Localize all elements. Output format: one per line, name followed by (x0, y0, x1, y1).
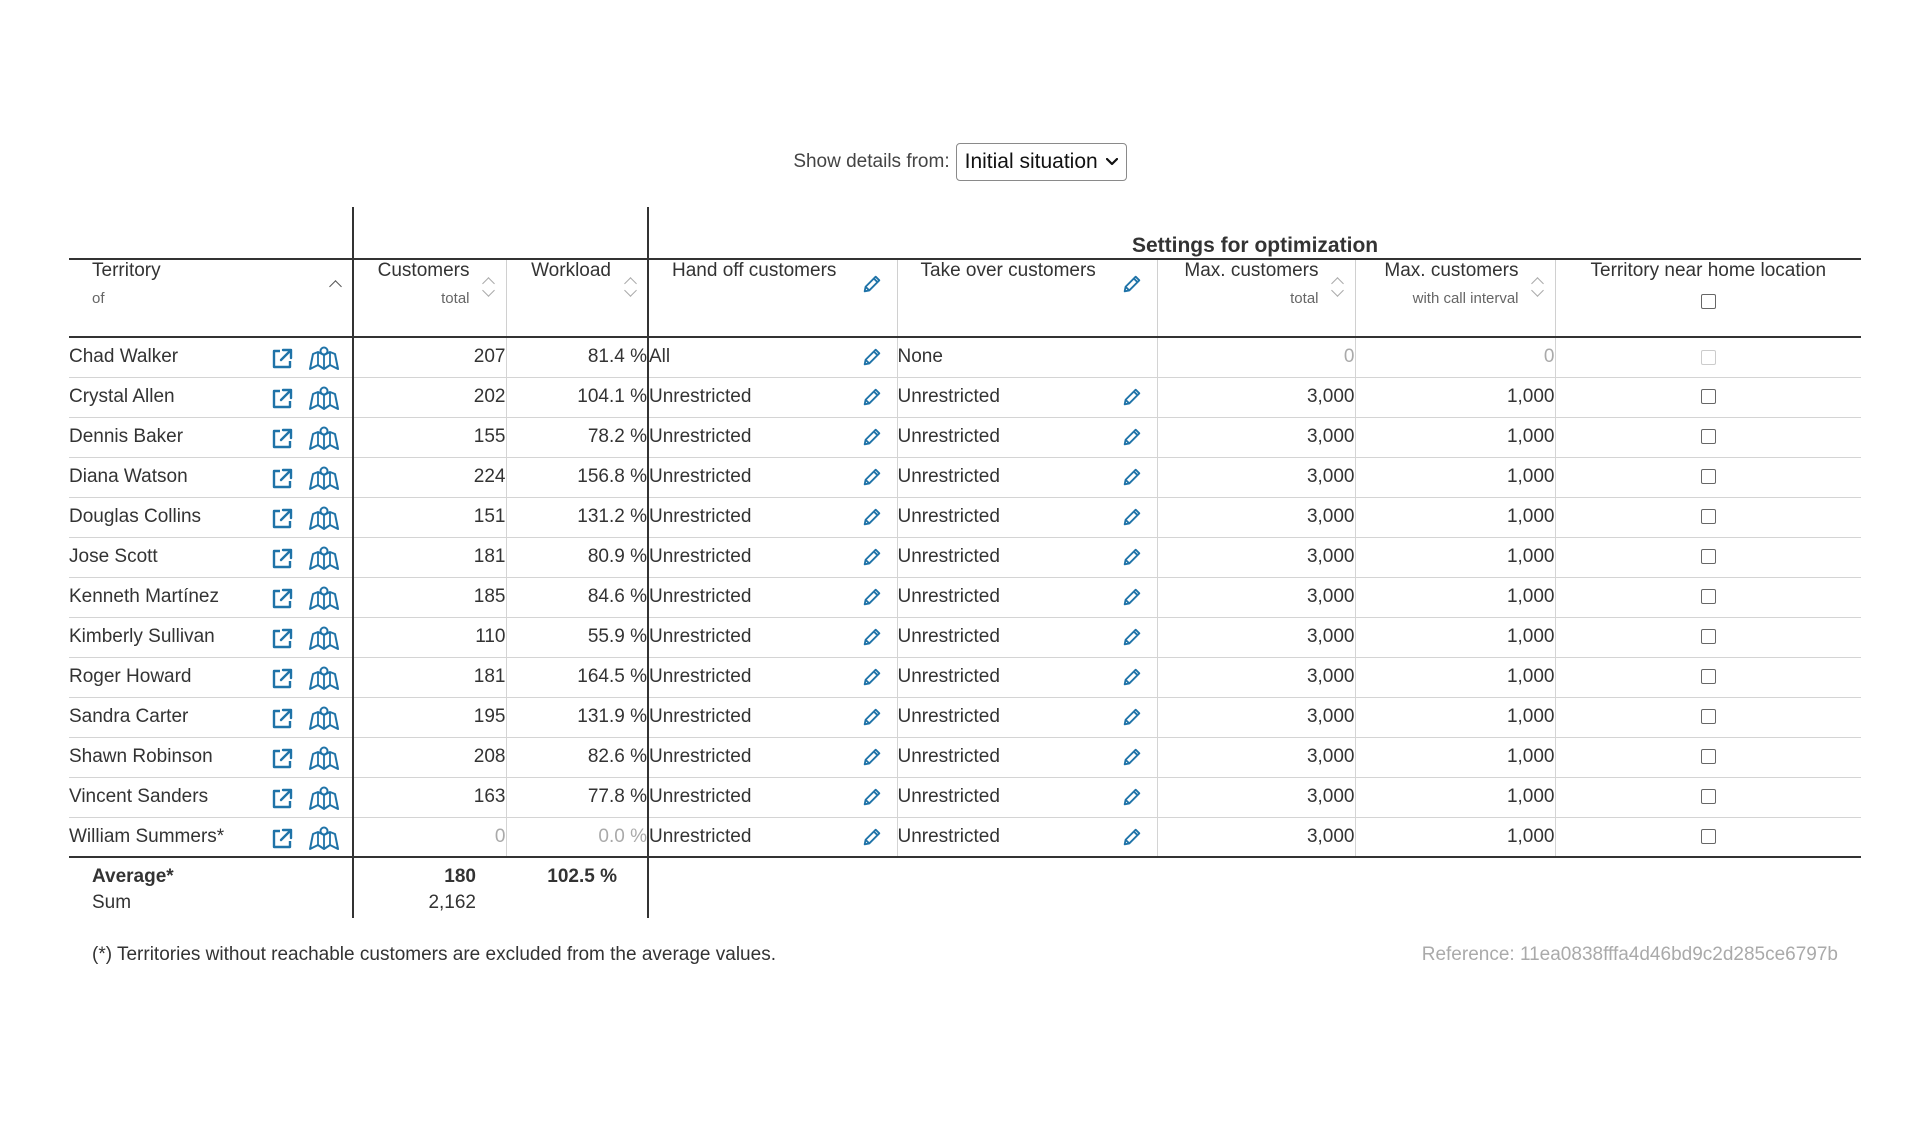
pencil-icon[interactable] (861, 466, 883, 488)
near-home-cell (1555, 337, 1861, 377)
hand-off-value: Unrestricted (649, 746, 752, 767)
territory-name: Shawn Robinson (69, 746, 213, 767)
external-link-icon[interactable] (270, 507, 294, 531)
take-over-value: Unrestricted (897, 506, 1000, 527)
territory-name: Jose Scott (69, 546, 158, 567)
take-over-value: Unrestricted (897, 586, 1000, 607)
workload-value: 55.9 % (506, 617, 648, 657)
customers-value: 163 (353, 777, 506, 817)
details-source-value: Initial situation (964, 150, 1098, 173)
pencil-icon[interactable] (1121, 586, 1143, 608)
take-over-cell (897, 497, 1157, 537)
pencil-icon[interactable] (861, 706, 883, 728)
select-all-near-home-checkbox[interactable] (1701, 294, 1716, 309)
hand-off-cell (648, 737, 897, 777)
take-over-cell (897, 337, 1157, 377)
take-over-cell (897, 657, 1157, 697)
customers-value: 181 (353, 537, 506, 577)
near-home-checkbox[interactable] (1701, 589, 1716, 604)
max-customers-interval-value[interactable]: 1,000 (1355, 617, 1555, 657)
near-home-checkbox[interactable] (1701, 429, 1716, 444)
territory-name-cell (69, 777, 353, 817)
take-over-value: Unrestricted (897, 666, 1000, 687)
near-home-cell (1555, 617, 1861, 657)
table-row (69, 577, 1861, 617)
max-customers-interval-value[interactable]: 1,000 (1355, 657, 1555, 697)
workload-value: 78.2 % (506, 417, 648, 457)
max-customers-value[interactable]: 3,000 (1157, 537, 1355, 577)
customers-value: 195 (353, 697, 506, 737)
near-home-cell (1555, 457, 1861, 497)
sort-icon[interactable] (482, 278, 496, 296)
max-customers-interval-value[interactable]: 1,000 (1355, 377, 1555, 417)
customers-value: 185 (353, 577, 506, 617)
pencil-icon[interactable] (861, 273, 883, 295)
workload-value: 104.1 % (506, 377, 648, 417)
max-customers-interval-value[interactable]: 1,000 (1355, 577, 1555, 617)
external-link-icon[interactable] (270, 467, 294, 491)
table-row (69, 777, 1861, 817)
customers-value: 151 (353, 497, 506, 537)
workload-value: 164.5 % (506, 657, 648, 697)
max-customers-interval-value: 0 (1355, 337, 1555, 377)
hand-off-cell (648, 777, 897, 817)
workload-value: 0.0 % (506, 817, 648, 857)
near-home-cell (1555, 537, 1861, 577)
take-over-value: Unrestricted (897, 626, 1000, 647)
take-over-cell (897, 697, 1157, 737)
territory-name: Douglas Collins (69, 506, 202, 527)
max-customers-value[interactable]: 3,000 (1157, 657, 1355, 697)
table-row (69, 737, 1861, 777)
take-over-value: Unrestricted (897, 746, 1000, 767)
max-customers-interval-header[interactable]: Max. customers with call interval (1355, 259, 1555, 337)
pencil-icon[interactable] (861, 426, 883, 448)
pencil-icon[interactable] (1121, 273, 1143, 295)
external-link-icon[interactable] (270, 547, 294, 571)
max-customers-interval-value[interactable]: 1,000 (1355, 537, 1555, 577)
table-row (69, 657, 1861, 697)
max-customers-interval-value[interactable]: 1,000 (1355, 817, 1555, 857)
sum-customers: 2,162 (353, 888, 506, 918)
near-home-cell (1555, 777, 1861, 817)
max-customers-interval-value[interactable]: 1,000 (1355, 497, 1555, 537)
hand-off-value: Unrestricted (649, 706, 752, 727)
table-row (69, 377, 1861, 417)
hand-off-value: Unrestricted (649, 386, 752, 407)
territory-name: William Summers* (69, 825, 225, 847)
workload-value: 80.9 % (506, 537, 648, 577)
table-row (69, 417, 1861, 457)
territory-name-cell (69, 697, 353, 737)
map-icon[interactable] (308, 505, 340, 533)
max-customers-header[interactable]: Max. customers total (1157, 259, 1355, 337)
max-customers-value[interactable]: 3,000 (1157, 817, 1355, 857)
reference-id: Reference: 11ea0838fffa4d46bd9c2d285ce6797b (1421, 944, 1838, 965)
pencil-icon[interactable] (1121, 386, 1143, 408)
customers-value: 110 (353, 617, 506, 657)
sort-icon[interactable] (623, 278, 637, 296)
hand-off-value: Unrestricted (649, 586, 752, 607)
table-row (69, 497, 1861, 537)
hand-off-cell (648, 817, 897, 857)
customers-value: 224 (353, 457, 506, 497)
take-over-value: Unrestricted (897, 825, 1000, 847)
near-home-checkbox[interactable] (1701, 629, 1716, 644)
territory-name: Roger Howard (69, 666, 192, 687)
hand-off-cell (648, 377, 897, 417)
external-link-icon[interactable] (270, 427, 294, 451)
take-over-cell (897, 537, 1157, 577)
workload-value: 131.9 % (506, 697, 648, 737)
take-over-cell (897, 577, 1157, 617)
take-over-cell (897, 817, 1157, 857)
hand-off-value: All (649, 346, 671, 368)
map-icon[interactable] (308, 625, 340, 653)
sort-icon[interactable] (1531, 278, 1545, 296)
take-over-cell (897, 737, 1157, 777)
pencil-icon[interactable] (1121, 466, 1143, 488)
average-label: Average* (92, 866, 174, 887)
max-customers-value[interactable]: 3,000 (1157, 457, 1355, 497)
hand-off-cell (648, 337, 897, 377)
map-icon[interactable] (308, 585, 340, 613)
external-link-icon[interactable] (270, 787, 294, 811)
pencil-icon[interactable] (1121, 706, 1143, 728)
max-customers-interval-value[interactable]: 1,000 (1355, 737, 1555, 777)
external-link-icon[interactable] (270, 827, 294, 851)
pencil-icon[interactable] (1121, 546, 1143, 568)
pencil-icon[interactable] (1121, 426, 1143, 448)
take-over-cell (897, 377, 1157, 417)
take-over-value: Unrestricted (897, 786, 1000, 807)
sort-asc-icon[interactable] (328, 278, 342, 296)
max-customers-value[interactable]: 3,000 (1157, 617, 1355, 657)
territory-name-cell (69, 417, 353, 457)
hand-off-value: Unrestricted (649, 426, 752, 447)
max-customers-value[interactable]: 3,000 (1157, 417, 1355, 457)
customers-value: 208 (353, 737, 506, 777)
pencil-icon[interactable] (861, 626, 883, 648)
details-toolbar (0, 143, 1920, 181)
take-over-header: Take over customers (897, 259, 1157, 337)
territory-name-cell (69, 817, 353, 857)
pencil-icon[interactable] (1121, 506, 1143, 528)
map-icon[interactable] (308, 665, 340, 693)
hand-off-cell (648, 537, 897, 577)
near-home-checkbox[interactable] (1701, 469, 1716, 484)
average-footnote: (*) Territories without reachable customers are excluded from the average values. (92, 944, 776, 965)
max-customers-interval-value[interactable]: 1,000 (1355, 697, 1555, 737)
table-row (69, 457, 1861, 497)
near-home-cell (1555, 497, 1861, 537)
customers-value: 0 (353, 817, 506, 857)
workload-value: 156.8 % (506, 457, 648, 497)
chevron-down-icon (1106, 158, 1118, 166)
map-icon[interactable] (308, 425, 340, 453)
pencil-icon[interactable] (1121, 786, 1143, 808)
pencil-icon[interactable] (1121, 626, 1143, 648)
map-icon[interactable] (308, 745, 340, 773)
sort-icon[interactable] (1331, 278, 1345, 296)
take-over-cell (897, 617, 1157, 657)
take-over-cell (897, 457, 1157, 497)
table-row (69, 617, 1861, 657)
workload-value: 84.6 % (506, 577, 648, 617)
max-customers-value[interactable]: 3,000 (1157, 577, 1355, 617)
near-home-cell (1555, 817, 1861, 857)
hand-off-value: Unrestricted (649, 626, 752, 647)
territory-name-cell (69, 457, 353, 497)
show-details-label: Show details from: (793, 151, 950, 172)
map-icon[interactable] (308, 385, 340, 413)
near-home-cell (1555, 417, 1861, 457)
workload-value: 131.2 % (506, 497, 648, 537)
near-home-checkbox[interactable] (1701, 669, 1716, 684)
take-over-cell (897, 417, 1157, 457)
pencil-icon[interactable] (861, 746, 883, 768)
near-home-cell (1555, 737, 1861, 777)
table-row (69, 337, 1861, 377)
external-link-icon[interactable] (270, 747, 294, 771)
near-home-cell (1555, 577, 1861, 617)
pencil-icon[interactable] (861, 666, 883, 688)
customers-value: 155 (353, 417, 506, 457)
workload-value: 82.6 % (506, 737, 648, 777)
pencil-icon[interactable] (1121, 826, 1143, 848)
take-over-value: None (897, 346, 943, 368)
hand-off-value: Unrestricted (649, 546, 752, 567)
map-icon[interactable] (308, 705, 340, 733)
take-over-value: Unrestricted (897, 706, 1000, 727)
customers-value: 181 (353, 657, 506, 697)
territory-name-cell (69, 337, 353, 377)
hand-off-value: Unrestricted (649, 786, 752, 807)
table-row (69, 537, 1861, 577)
pencil-icon[interactable] (861, 546, 883, 568)
territory-name: Dennis Baker (69, 426, 184, 447)
hand-off-cell (648, 457, 897, 497)
near-home-checkbox[interactable] (1701, 549, 1716, 564)
max-customers-interval-value[interactable]: 1,000 (1355, 457, 1555, 497)
map-icon[interactable] (308, 465, 340, 493)
near-home-checkbox[interactable] (1701, 829, 1716, 844)
pencil-icon[interactable] (861, 786, 883, 808)
map-icon[interactable] (308, 825, 340, 853)
near-home-checkbox[interactable] (1701, 509, 1716, 524)
near-home-checkbox[interactable] (1701, 709, 1716, 724)
hand-off-cell (648, 577, 897, 617)
table-row (69, 817, 1861, 857)
max-customers-value[interactable]: 3,000 (1157, 737, 1355, 777)
map-icon[interactable] (308, 785, 340, 813)
external-link-icon[interactable] (270, 587, 294, 611)
settings-group-header (648, 207, 1861, 259)
territory-name-cell (69, 737, 353, 777)
pencil-icon[interactable] (861, 346, 883, 368)
pencil-icon[interactable] (861, 826, 883, 848)
territory-name: Diana Watson (69, 466, 188, 487)
near-home-header: Territory near home location (1555, 259, 1861, 337)
hand-off-header: Hand off customers (648, 259, 897, 337)
hand-off-cell (648, 497, 897, 537)
settings-group-title: Settings for optimization (1131, 234, 1379, 257)
near-home-checkbox[interactable] (1701, 749, 1716, 764)
external-link-icon[interactable] (270, 707, 294, 731)
max-customers-value[interactable]: 3,000 (1157, 697, 1355, 737)
pencil-icon[interactable] (1121, 666, 1143, 688)
pencil-icon[interactable] (861, 386, 883, 408)
take-over-cell (897, 777, 1157, 817)
workload-header[interactable]: Workload (506, 259, 648, 337)
near-home-cell (1555, 697, 1861, 737)
max-customers-interval-value[interactable]: 1,000 (1355, 417, 1555, 457)
map-icon[interactable] (308, 345, 340, 373)
max-customers-value[interactable]: 3,000 (1157, 377, 1355, 417)
territory-name: Kenneth Martínez (69, 586, 219, 607)
hand-off-value: Unrestricted (649, 825, 752, 847)
external-link-icon[interactable] (270, 347, 294, 371)
max-customers-value[interactable]: 3,000 (1157, 497, 1355, 537)
take-over-value: Unrestricted (897, 546, 1000, 567)
max-customers-interval-value[interactable]: 1,000 (1355, 777, 1555, 817)
workload-value: 77.8 % (506, 777, 648, 817)
hand-off-cell (648, 657, 897, 697)
summary (69, 857, 1861, 918)
external-link-icon[interactable] (270, 387, 294, 411)
hand-off-cell (648, 417, 897, 457)
hand-off-value: Unrestricted (649, 466, 752, 487)
map-icon[interactable] (308, 545, 340, 573)
near-home-checkbox[interactable] (1701, 389, 1716, 404)
territory-name-cell (69, 537, 353, 577)
territory-name-cell (69, 577, 353, 617)
pencil-icon[interactable] (1121, 746, 1143, 768)
table-row (69, 697, 1861, 737)
near-home-cell (1555, 377, 1861, 417)
max-customers-value[interactable]: 3,000 (1157, 777, 1355, 817)
territory-name: Crystal Allen (69, 386, 175, 407)
territory-name-cell (69, 377, 353, 417)
hand-off-value: Unrestricted (649, 666, 752, 687)
external-link-icon[interactable] (270, 667, 294, 691)
average-workload: 102.5 % (547, 866, 617, 887)
territory-name-cell (69, 657, 353, 697)
territory-name-cell (69, 617, 353, 657)
near-home-checkbox[interactable] (1701, 789, 1716, 804)
pencil-icon[interactable] (861, 586, 883, 608)
average-customers: 180 (353, 857, 506, 888)
territory-table (69, 207, 1861, 918)
hand-off-cell (648, 697, 897, 737)
territory-header[interactable]: Territory of (69, 259, 353, 337)
pencil-icon[interactable] (861, 506, 883, 528)
max-customers-value: 0 (1157, 337, 1355, 377)
near-home-checkbox (1701, 350, 1716, 365)
territory-name: Chad Walker (69, 346, 179, 368)
customers-value: 202 (353, 377, 506, 417)
hand-off-value: Unrestricted (649, 506, 752, 527)
customers-value: 207 (353, 337, 506, 377)
take-over-value: Unrestricted (897, 426, 1000, 447)
territory-name: Vincent Sanders (69, 786, 209, 807)
details-source-select[interactable] (956, 143, 1127, 181)
take-over-value: Unrestricted (897, 386, 1000, 407)
territory-name: Sandra Carter (69, 706, 189, 727)
workload-value: 81.4 % (506, 337, 648, 377)
take-over-value: Unrestricted (897, 466, 1000, 487)
external-link-icon[interactable] (270, 627, 294, 651)
territory-name-cell (69, 497, 353, 537)
territory-name: Kimberly Sullivan (69, 626, 215, 647)
customers-header[interactable]: Customers total (353, 259, 506, 337)
sum-label: Sum (92, 892, 132, 913)
near-home-cell (1555, 657, 1861, 697)
hand-off-cell (648, 617, 897, 657)
